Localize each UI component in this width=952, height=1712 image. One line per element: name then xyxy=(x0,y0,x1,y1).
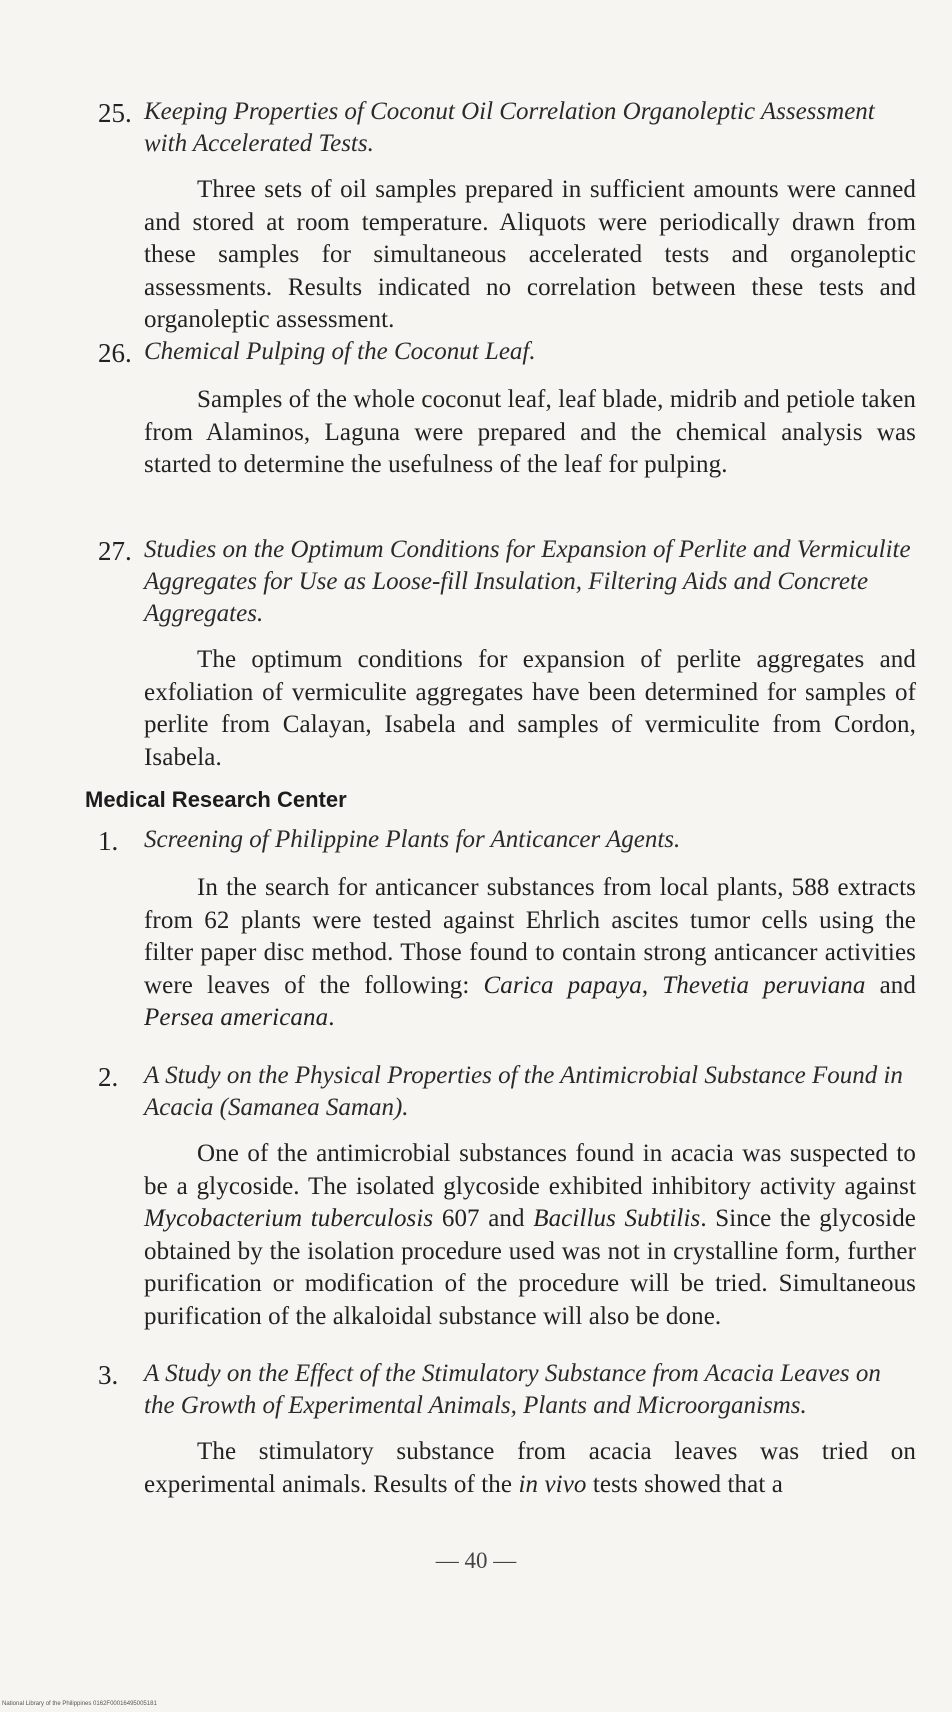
species-name: Persea americana xyxy=(144,1004,329,1031)
species-name: Carica papaya xyxy=(483,971,642,999)
item-title: Studies on the Optimum Conditions for Expansion of Perlite and Vermiculite Aggregates for Use as Loose-fill Insulation, Filtering Aids and Concrete Aggregates. xyxy=(144,536,911,627)
item-number: 3. xyxy=(98,1360,119,1390)
item-body: Samples of the whole coconut leaf, leaf blade, midrib and petiole taken from Alaminos, Laguna were prepared and the chemical analysis was started to determine the usefulness of the leaf for pulping. xyxy=(144,386,916,478)
med-item-1 xyxy=(98,824,916,1035)
item-body: The optimum conditions for expansion of perlite aggregates and exfoliation of vermiculite aggregates have been determined for samples of perlite from Calayan, Isabela and samples of vermiculite from Cordon, Isabela. xyxy=(144,646,916,771)
item-body: Three sets of oil samples prepared in sufficient amounts were canned and stored at room temperature. Aliquots were periodically drawn from these samples for simultaneous accelerated tests and organoleptic assessments. Results indicated no correlation between these tests and organoleptic assessment. xyxy=(144,176,916,333)
item-title: Chemical Pulping of the Coconut Leaf. xyxy=(144,338,536,365)
page-number: — 40 — xyxy=(435,1548,517,1573)
body-text: The stimulatory substance from acacia leaves was tried on experimental animals. Results of the xyxy=(144,1438,916,1498)
species-name: Mycobacterium tuberculosis xyxy=(144,1205,434,1232)
med-item-3 xyxy=(98,1358,916,1501)
section-heading: Medical Research Center xyxy=(85,787,347,812)
med-item-2 xyxy=(98,1060,916,1333)
in-vivo-term: in vivo xyxy=(518,1470,587,1498)
body-text: In the search for anticancer substances from local plants, 588 extracts from 62 plants were tested against Ehrlich ascites tumor cells using the filter paper disc method. Those found to contain strong anticancer activities were leaves of the following: xyxy=(144,874,916,999)
body-text: . xyxy=(328,1004,335,1031)
library-footer-note: National Library of the Philippines 0162F00016495005181 xyxy=(2,1701,157,1707)
item-number: 27. xyxy=(98,536,132,566)
body-text: One of the antimicrobial substances found in acacia was suspected to be a glycoside. The isolated glycoside exhibited inhibitory activity against xyxy=(144,1140,916,1200)
item-body xyxy=(98,872,916,1035)
item-26 xyxy=(98,336,916,482)
body-text: tests showed that a xyxy=(586,1470,783,1498)
body-text: , xyxy=(641,971,663,999)
item-27 xyxy=(98,534,916,774)
item-title: A Study on the Effect of the Stimulatory Substance from Acacia Leaves on the Growth of Experimental Animals, Plants and Microorganisms. xyxy=(144,1360,881,1419)
item-25 xyxy=(98,96,916,337)
item-title: A Study on the Physical Properties of the Antimicrobial Substance Found in Acacia (Samanea Saman). xyxy=(144,1062,903,1121)
body-text: . Since the glycoside obtained by the isolation procedure used was not in crystalline form, further purification or modification of the procedure will be tried. Simultaneous purification of the alkaloidal substance will also be done. xyxy=(144,1205,917,1330)
item-body xyxy=(98,1436,916,1501)
item-number: 2. xyxy=(98,1062,119,1092)
item-title: Screening of Philippine Plants for Anticancer Agents. xyxy=(144,826,681,853)
item-number: 26. xyxy=(98,338,132,368)
item-title: Keeping Properties of Coconut Oil Correlation Organoleptic Assessment with Accelerated Tests. xyxy=(144,98,875,157)
species-name: Bacillus Subtilis xyxy=(533,1205,701,1232)
item-body xyxy=(98,1138,916,1333)
body-text: and xyxy=(865,971,916,999)
item-number: 1. xyxy=(98,826,119,856)
body-text: 607 and xyxy=(433,1205,534,1232)
item-number: 25. xyxy=(98,98,132,128)
species-name: Thevetia peruviana xyxy=(662,971,866,999)
